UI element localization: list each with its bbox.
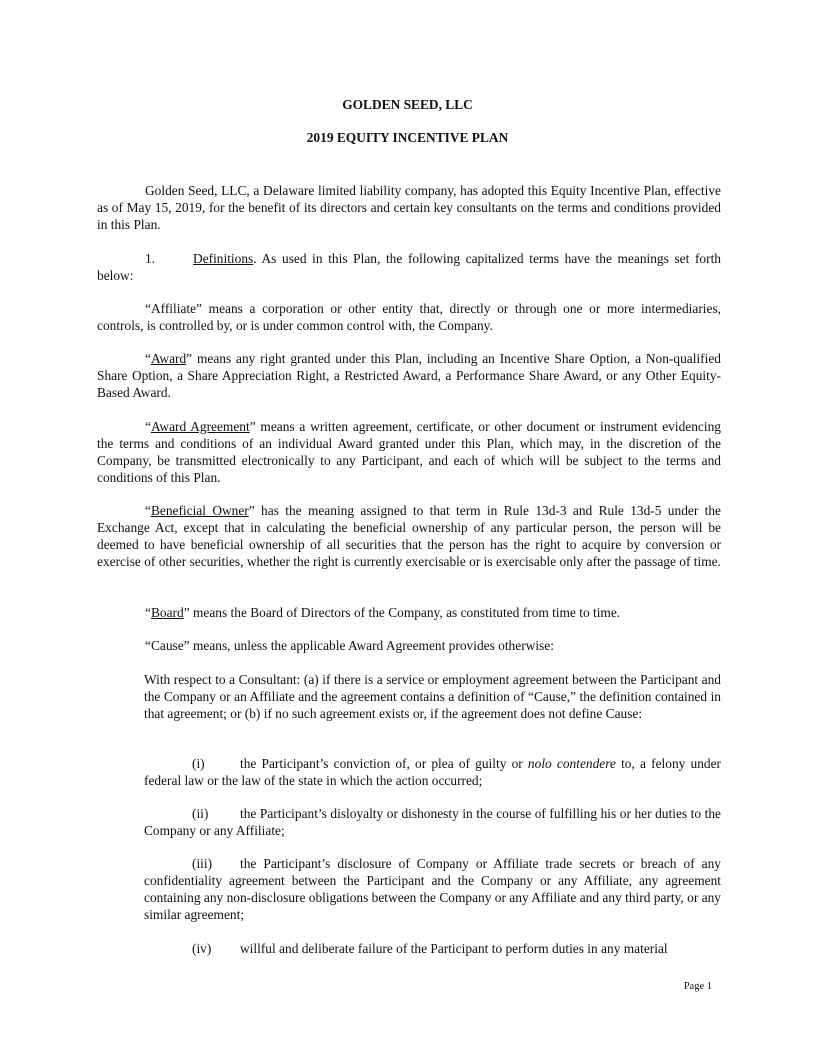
section-1-paragraph <box>97 250 721 284</box>
definition-text: ” has the meaning assigned to that term in Rule 13d-3 and Rule 13d-5 under the Exchange Act, except that in calculating the beneficial ownership of any particular person, the person will be deemed to have beneficial ownership of all securities that the person has the right to acquire by conversion or exercise of other securities, whether the right is currently exercisable or is exercisable only after the passage of time. <box>97 503 721 569</box>
item-text: the Participant’s conviction of, or plea of guilty or <box>240 756 528 771</box>
definition-text: ” means a written agreement, certificate, or other document or instrument evidencing the terms and conditions of an individual Award granted under this Plan, which may, in the discretion of the Company, be transmitted electronically to any Participant, and each of which will be subject to the terms and conditions of this Plan. <box>97 419 721 485</box>
item-number: (i) <box>192 756 205 771</box>
definition-affiliate <box>97 300 721 334</box>
definition-award-agreement <box>97 418 721 486</box>
item-number: (iii) <box>192 856 213 871</box>
section-heading: Definitions <box>193 251 254 266</box>
consultant-paragraph: With respect to a Consultant: (a) if there is a service or employment agreement between the Participant and the Company or an Affiliate and the agreement contains a definition of “Cause,” the definition contained in that agreement; or (b) if no such agreement exists or, if the agreement does not define Cause: <box>144 672 721 721</box>
term-beneficial-owner: Beneficial Owner <box>150 503 249 518</box>
cause-item-i <box>144 755 721 789</box>
item-number: (ii) <box>192 806 209 821</box>
term-award: Award <box>150 351 187 366</box>
open-quote: “ <box>145 503 151 518</box>
item-text: the Participant’s disloyalty or dishonesty in the course of fulfilling his or her duties to the Company or any Affiliate; <box>144 806 721 838</box>
cause-item-ii <box>144 805 721 839</box>
section-text: . As used in this Plan, the following capitalized terms have the meanings set forth below: <box>97 251 721 283</box>
open-quote: “ <box>145 351 151 366</box>
plan-title: 2019 EQUITY INCENTIVE PLAN <box>306 130 509 145</box>
item-italic-text: nolo contendere <box>527 756 616 771</box>
definition-beneficial-owner <box>97 502 721 570</box>
definition-text: means a corporation or other entity that, directly or through one or more intermediaries, controls, is controlled by, or is under common control with, the Company. <box>97 301 721 333</box>
intro-paragraph: Golden Seed, LLC, a Delaware limited liability company, has adopted this Equity Incentive Plan, effective as of May 15, 2019, for the benefit of its directors and certain key consultants on the terms and conditions provided in this Plan. <box>97 183 721 232</box>
item-number: (iv) <box>192 941 212 956</box>
term-award-agreement: Award Agreement <box>150 419 250 434</box>
company-title: GOLDEN SEED, LLC <box>342 97 473 112</box>
term-board: Board <box>150 605 184 620</box>
open-quote: “ <box>145 419 151 434</box>
definition-text: ” means the Board of Directors of the Company, as constituted from time to time. <box>183 605 621 620</box>
definition-board <box>97 604 721 621</box>
item-text: to, a felony under federal law or the law of the state in which the action occurred; <box>144 756 722 788</box>
section-number: 1. <box>145 251 156 266</box>
term-affiliate: “Affiliate” <box>145 301 203 316</box>
item-text: the Participant’s disclosure of Company or Affiliate trade secrets or breach of any confidentiality agreement between the Participant and the Company or any Affiliate, any agreement containing any non-disclosure obligations between the Company or any Affiliate and any third party, or any similar agreement; <box>144 856 721 922</box>
cause-item-iv <box>144 940 721 957</box>
definition-award <box>97 350 721 401</box>
page-number: Page 1 <box>683 981 712 992</box>
open-quote: “ <box>145 605 151 620</box>
item-text: willful and deliberate failure of the Participant to perform duties in any material <box>240 941 668 956</box>
definition-text: ” means any right granted under this Plan, including an Incentive Share Option, a Non-qualified Share Option, a Share Appreciation Right, a Restricted Award, a Performance Share Award, or any Other Equity-Based Award. <box>97 351 721 400</box>
definition-cause: “Cause” means, unless the applicable Award Agreement provides otherwise: <box>145 638 554 653</box>
cause-item-iii <box>144 855 721 923</box>
